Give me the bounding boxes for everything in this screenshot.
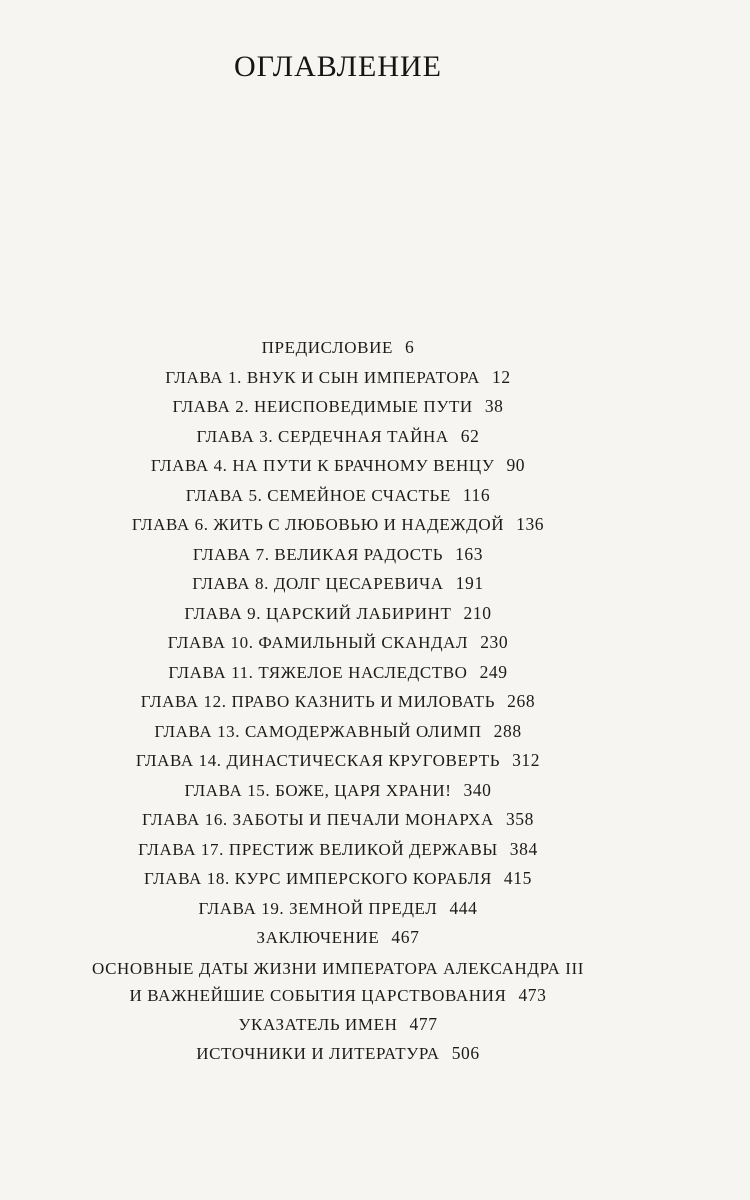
toc-entry[interactable] bbox=[0, 484, 676, 514]
toc-entry-label: ЗАКЛЮЧЕНИЕ bbox=[256, 928, 380, 947]
toc-entry-page: 210 bbox=[463, 602, 492, 623]
toc-entry[interactable] bbox=[0, 749, 676, 779]
toc-entry-label: ГЛАВА 5. СЕМЕЙНОЕ СЧАСТЬЕ bbox=[185, 485, 451, 505]
toc-entry-label: УКАЗАТЕЛЬ ИМЕН bbox=[238, 1014, 398, 1034]
toc-entry-label: ГЛАВА 14. ДИНАСТИЧЕСКАЯ КРУГОВЕРТЬ bbox=[135, 751, 501, 770]
toc-entry[interactable] bbox=[0, 661, 676, 691]
toc-entry[interactable] bbox=[0, 838, 676, 868]
toc-entry-label: ГЛАВА 3. СЕРДЕЧНАЯ ТАЙНА bbox=[196, 426, 449, 446]
toc-entry-page: 191 bbox=[455, 573, 484, 593]
page-title: ОГЛАВЛЕНИЕ bbox=[234, 50, 442, 83]
toc-entry[interactable] bbox=[0, 690, 676, 720]
toc-entry-page: 90 bbox=[506, 455, 526, 475]
toc-entry[interactable] bbox=[0, 1042, 676, 1072]
toc-entry[interactable] bbox=[0, 779, 676, 809]
toc-entry[interactable] bbox=[0, 602, 676, 632]
toc-entry-label: ГЛАВА 18. КУРС ИМПЕРСКОГО КОРАБЛЯ bbox=[144, 869, 492, 888]
toc-entry-page: 288 bbox=[493, 720, 522, 741]
toc-entry-label: ГЛАВА 4. НА ПУТИ К БРАЧНОМУ ВЕНЦУ bbox=[150, 456, 495, 475]
toc-entry-page: 12 bbox=[492, 366, 511, 387]
table-of-contents bbox=[0, 336, 676, 1072]
toc-entry[interactable] bbox=[0, 454, 676, 484]
toc-entry-label: ГЛАВА 1. ВНУК И СЫН ИМПЕРАТОРА bbox=[165, 367, 481, 387]
toc-entry-label: ГЛАВА 15. БОЖЕ, ЦАРЯ ХРАНИ! bbox=[184, 780, 452, 800]
toc-entry[interactable] bbox=[0, 395, 676, 425]
toc-entry[interactable] bbox=[0, 425, 676, 455]
toc-entry-page: 136 bbox=[516, 514, 545, 534]
toc-entry-label: ПРЕДИСЛОВИЕ bbox=[261, 338, 393, 357]
toc-entry-label: ГЛАВА 19. ЗЕМНОЙ ПРЕДЕЛ bbox=[198, 898, 438, 918]
toc-entry-page: 358 bbox=[505, 809, 534, 829]
toc-appendix-list bbox=[0, 1013, 676, 1072]
toc-entry-page: 38 bbox=[484, 396, 504, 416]
toc-entry-page: 62 bbox=[460, 425, 480, 446]
toc-entry-page: 340 bbox=[463, 779, 492, 800]
toc-entry-label: ГЛАВА 6. ЖИТЬ С ЛЮБОВЬЮ И НАДЕЖДОЙ bbox=[131, 515, 505, 534]
toc-entry-page: 116 bbox=[462, 484, 491, 505]
toc-entry-page: 506 bbox=[451, 1043, 480, 1063]
toc-entry-page: 163 bbox=[455, 543, 484, 564]
toc-entry-page: 473 bbox=[518, 984, 547, 1005]
toc-entry-page: 477 bbox=[409, 1013, 438, 1034]
toc-entry-page: 249 bbox=[479, 661, 508, 682]
toc-entry-page: 467 bbox=[391, 927, 420, 947]
toc-entry-page: 230 bbox=[480, 632, 509, 652]
toc-entry-label: ГЛАВА 16. ЗАБОТЫ И ПЕЧАЛИ МОНАРХА bbox=[141, 810, 494, 829]
toc-entry-label: ГЛАВА 17. ПРЕСТИЖ ВЕЛИКОЙ ДЕРЖАВЫ bbox=[138, 839, 498, 859]
toc-entry-dates[interactable] bbox=[0, 956, 676, 1009]
toc-entry[interactable] bbox=[0, 1013, 676, 1043]
toc-entry[interactable] bbox=[0, 543, 676, 573]
toc-entry[interactable] bbox=[0, 572, 676, 602]
toc-entry[interactable] bbox=[0, 631, 676, 661]
toc-entry[interactable] bbox=[0, 926, 676, 956]
toc-chapter-list bbox=[0, 336, 676, 956]
toc-entry-page: 444 bbox=[449, 897, 478, 918]
toc-entry-label: И ВАЖНЕЙШИЕ СОБЫТИЯ ЦАРСТВОВАНИЯ bbox=[129, 985, 507, 1005]
toc-entry[interactable] bbox=[0, 366, 676, 396]
toc-entry-page: 6 bbox=[404, 337, 415, 357]
toc-entry-page: 384 bbox=[509, 838, 538, 859]
toc-entry-page: 268 bbox=[507, 691, 536, 711]
toc-entry[interactable] bbox=[0, 897, 676, 927]
toc-entry-label: ГЛАВА 9. ЦАРСКИЙ ЛАБИРИНТ bbox=[184, 603, 452, 623]
toc-entry-label: ГЛАВА 13. САМОДЕРЖАВНЫЙ ОЛИМП bbox=[154, 721, 482, 741]
toc-entry-label: ГЛАВА 12. ПРАВО КАЗНИТЬ И МИЛОВАТЬ bbox=[140, 692, 496, 711]
toc-entry[interactable] bbox=[0, 720, 676, 750]
toc-entry[interactable] bbox=[0, 867, 676, 897]
toc-entry-page: 415 bbox=[503, 868, 532, 888]
toc-entry-label: ГЛАВА 8. ДОЛГ ЦЕСАРЕВИЧА bbox=[192, 574, 444, 593]
toc-entry[interactable] bbox=[0, 513, 676, 543]
toc-entry-label: ОСНОВНЫЕ ДАТЫ ЖИЗНИ ИМПЕРАТОРА АЛЕКСАНДРА III bbox=[91, 958, 585, 978]
toc-entry-label: ГЛАВА 2. НЕИСПОВЕДИМЫЕ ПУТИ bbox=[172, 397, 473, 416]
toc-entry-label: ГЛАВА 11. ТЯЖЕЛОЕ НАСЛЕДСТВО bbox=[168, 662, 468, 682]
toc-entry[interactable] bbox=[0, 808, 676, 838]
toc-entry-label: ГЛАВА 10. ФАМИЛЬНЫЙ СКАНДАЛ bbox=[167, 633, 469, 652]
toc-entry[interactable] bbox=[0, 336, 676, 366]
toc-entry-label: ГЛАВА 7. ВЕЛИКАЯ РАДОСТЬ bbox=[192, 544, 444, 564]
toc-entry-label: ИСТОЧНИКИ И ЛИТЕРАТУРА bbox=[196, 1044, 440, 1063]
toc-entry-page: 312 bbox=[512, 750, 541, 770]
